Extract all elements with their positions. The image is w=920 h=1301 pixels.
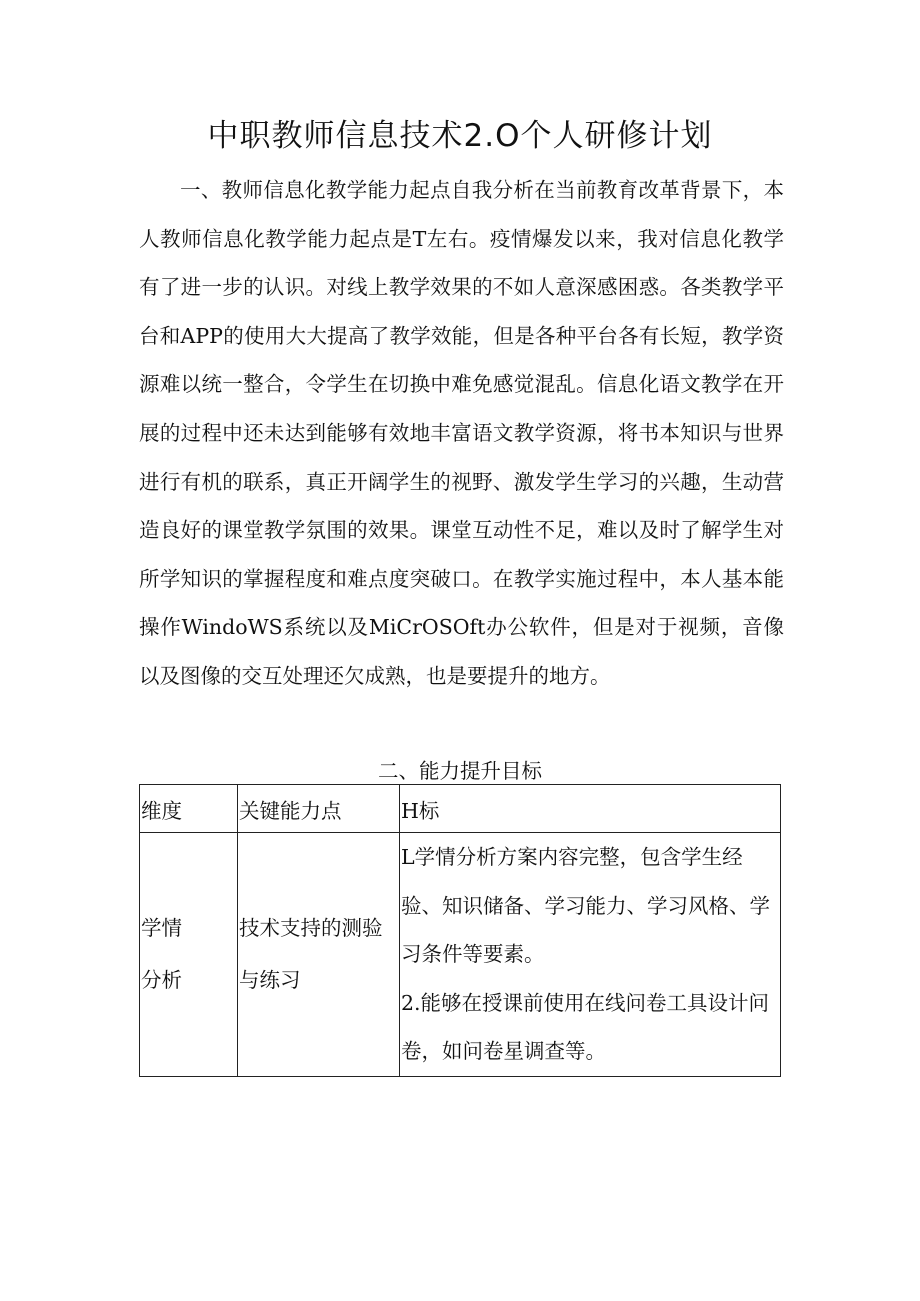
- header-goal: H标: [400, 785, 781, 833]
- table-header-row: [140, 785, 781, 833]
- goal-item-1: L学情分析方案内容完整，包含学生经验、知识储备、学习能力、学习风格、学习条件等要素。: [401, 845, 770, 966]
- header-dimension: 维度: [140, 785, 238, 833]
- table-row: [140, 833, 781, 1077]
- cell-goal: [400, 833, 781, 1077]
- goals-table: [139, 784, 781, 1077]
- section-heading-goals: 二、能力提升目标: [378, 759, 542, 783]
- key-ability-line-1: 技术支持的测验: [239, 916, 383, 941]
- self-analysis-paragraph: 一、教师信息化教学能力起点自我分析在当前教育改革背景下，本人教师信息化教学能力起点是T左右。疫情爆发以来，我对信息化教学有了进一步的认识。对线上教学效果的不如人意深感困惑。各类教学平台和APP的使用大大提高了教学效能，但是各种平台各有长短，教学资源难以统一整合，令学生在切换中难免感觉混乱。信息化语文教学在开展的过程中还未达到能够有效地丰富语文教学资源，将书本知识与世界进行有机的联系，真正开阔学生的视野、激发学生学习的兴趣，生动营造良好的课堂教学氛围的效果。课堂互动性不足，难以及时了解学生对所学知识的掌握程度和难点度突破口。在教学实施过程中，本人基本能操作WindoWS系统以及MiCrOSOft办公软件，但是对于视频，音像以及图像的交互处理还欠成熟，也是要提升的地方。: [139, 178, 784, 688]
- dimension-line-2: 分析: [141, 968, 182, 993]
- key-ability-line-2: 与练习: [239, 968, 301, 993]
- document-title: 中职教师信息技术2.O个人研修计划: [207, 118, 713, 154]
- cell-dimension: [140, 833, 238, 1077]
- dimension-line-1: 学情: [141, 916, 182, 941]
- header-key-ability: 关键能力点: [238, 785, 400, 833]
- cell-key-ability: [238, 833, 400, 1077]
- goal-item-2: 2.能够在授课前使用在线问卷工具设计问卷，如问卷星调查等。: [401, 990, 770, 1063]
